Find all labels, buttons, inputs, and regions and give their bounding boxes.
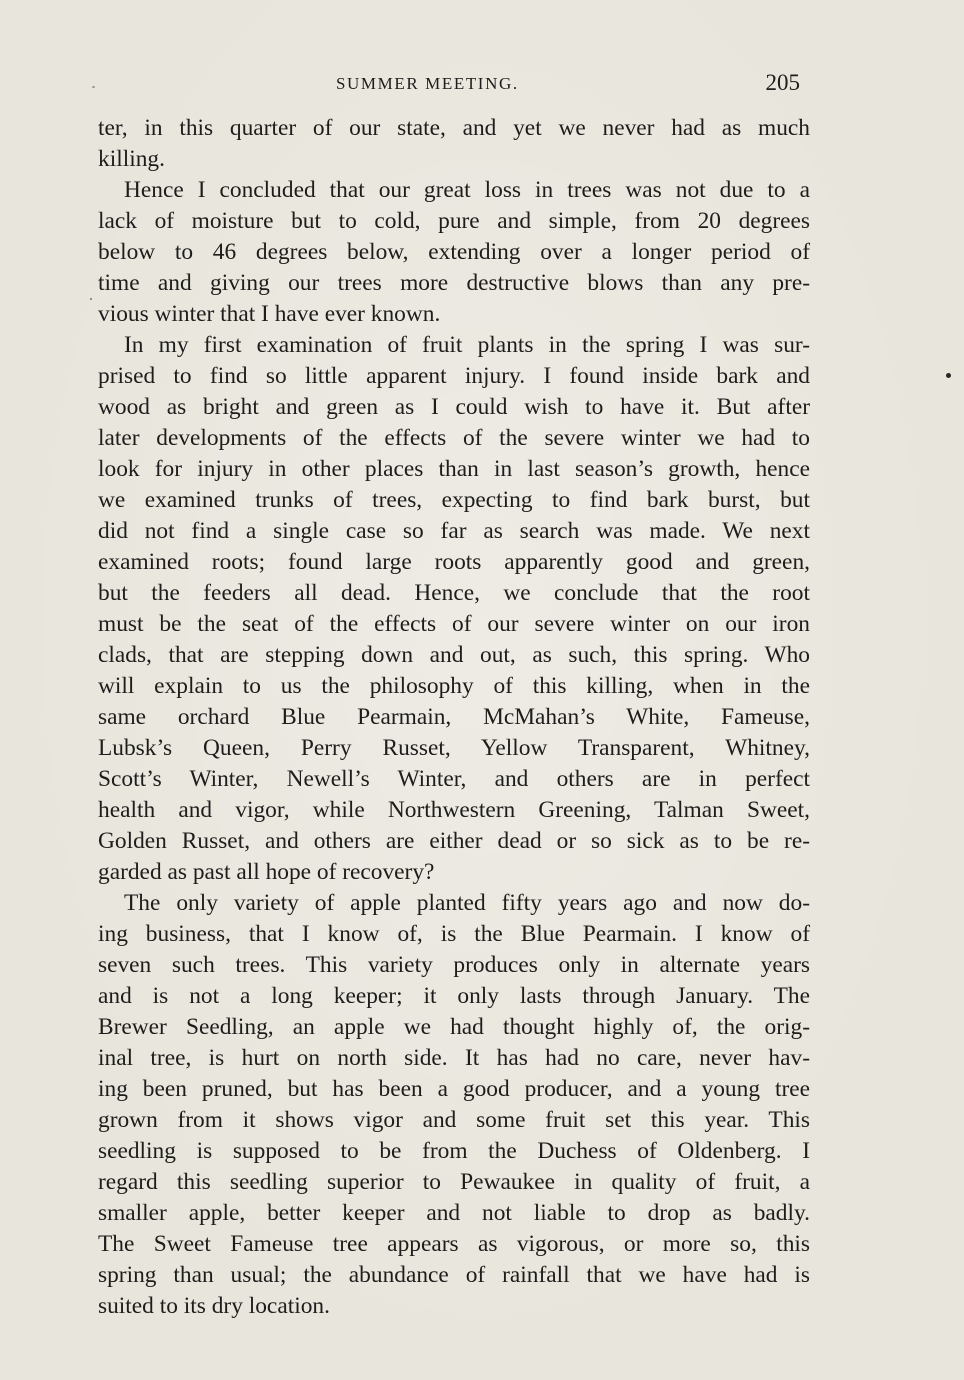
text-line: but the feeders all dead. Hence, we conclude that the root — [98, 580, 810, 606]
text-line: inal tree, is hurt on north side. It has had no care, never hav- — [98, 1045, 810, 1071]
text-line: grown from it shows vigor and some fruit set this year. This — [98, 1107, 810, 1133]
text-line: examined roots; found large roots apparently good and green, — [98, 549, 810, 575]
text-line: and is not a long keeper; it only lasts through January. The — [98, 983, 810, 1009]
body-text — [98, 113, 810, 1322]
text-line: ing business, that I know of, is the Blue Pearmain. I know of — [98, 921, 810, 947]
text-line: garded as past all hope of recovery? — [98, 859, 435, 885]
running-title: SUMMER MEETING. — [336, 74, 519, 93]
text-line: Hence I concluded that our great loss in trees was not due to a — [124, 177, 810, 203]
scan-speck — [946, 373, 951, 378]
text-line: will explain to us the philosophy of this killing, when in the — [98, 673, 810, 699]
text-line: seven such trees. This variety produces only in alternate years — [98, 952, 810, 978]
text-line: smaller apple, better keeper and not liable to drop as badly. — [98, 1200, 810, 1226]
text-line: Lubsk’s Queen, Perry Russet, Yellow Transparent, Whitney, — [98, 735, 810, 761]
text-line: ing been pruned, but has been a good producer, and a young tree — [98, 1076, 810, 1102]
text-line: suited to its dry location. — [98, 1293, 330, 1319]
text-line: The Sweet Fameuse tree appears as vigorous, or more so, this — [98, 1231, 810, 1257]
text-line: must be the seat of the effects of our severe winter on our iron — [98, 611, 810, 637]
text-line: same orchard Blue Pearmain, McMahan’s White, Fameuse, — [98, 704, 810, 730]
text-line: In my first examination of fruit plants in the spring I was sur- — [124, 332, 810, 358]
text-line: killing. — [98, 146, 165, 172]
text-line: look for injury in other places than in last season’s growth, hence — [98, 456, 810, 482]
scan-speck — [92, 86, 95, 88]
text-line: wood as bright and green as I could wish to have it. But after — [98, 394, 810, 420]
text-line: prised to find so little apparent injury. I found inside bark and — [98, 363, 810, 389]
text-line: Scott’s Winter, Newell’s Winter, and others are in perfect — [98, 766, 810, 792]
text-line: time and giving our trees more destructive blows than any pre- — [98, 270, 810, 296]
text-line: lack of moisture but to cold, pure and simple, from 20 degrees — [98, 208, 810, 234]
text-line: spring than usual; the abundance of rainfall that we have had is — [98, 1262, 810, 1288]
running-header — [96, 70, 800, 100]
text-line: seedling is supposed to be from the Duchess of Oldenberg. I — [98, 1138, 810, 1164]
text-line: health and vigor, while Northwestern Greening, Talman Sweet, — [98, 797, 810, 823]
text-line: regard this seedling superior to Pewaukee in quality of fruit, a — [98, 1169, 810, 1195]
text-line: ter, in this quarter of our state, and yet we never had as much — [98, 115, 810, 141]
text-line: we examined trunks of trees, expecting to find bark burst, but — [98, 487, 810, 513]
text-line: clads, that are stepping down and out, as such, this spring. Who — [98, 642, 810, 668]
text-line: later developments of the effects of the severe winter we had to — [98, 425, 810, 451]
text-line: Golden Russet, and others are either dead or so sick as to be re- — [98, 828, 810, 854]
text-line: below to 46 degrees below, extending over a longer period of — [98, 239, 810, 265]
text-line: Brewer Seedling, an apple we had thought highly of, the orig- — [98, 1014, 810, 1040]
text-line: The only variety of apple planted fifty years ago and now do- — [124, 890, 810, 916]
text-line: vious winter that I have ever known. — [98, 301, 441, 327]
scan-speck — [90, 298, 92, 300]
text-line: did not find a single case so far as search was made. We next — [98, 518, 810, 544]
page-number: 205 — [765, 70, 800, 95]
